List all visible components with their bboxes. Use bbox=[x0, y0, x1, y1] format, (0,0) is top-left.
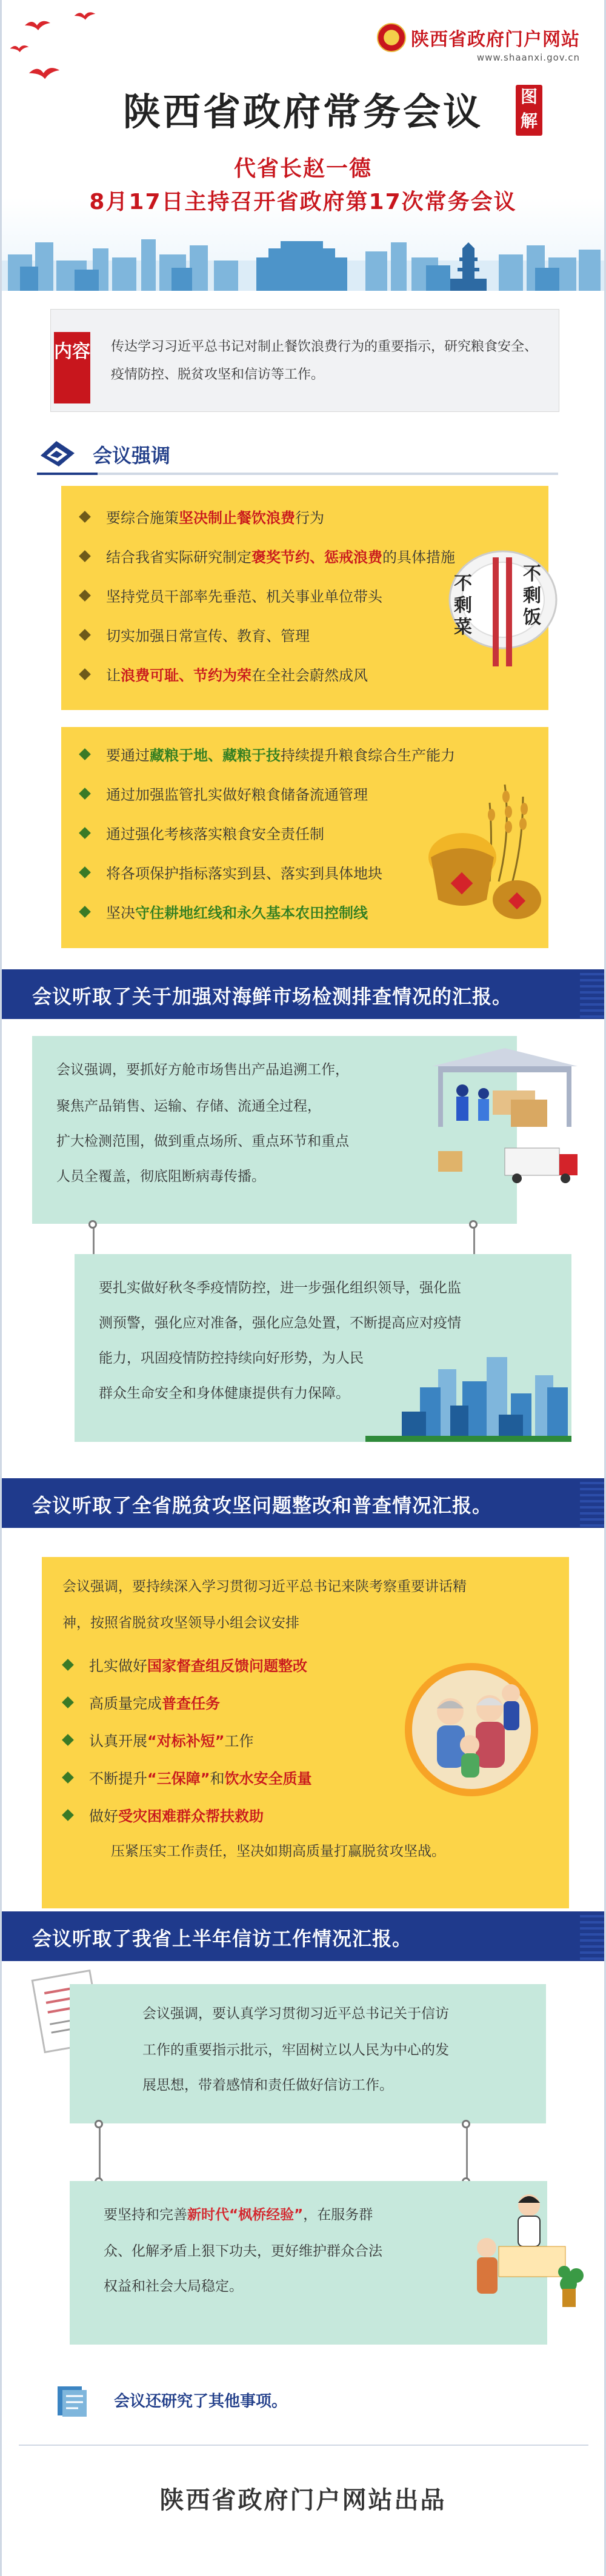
diamond-bullet-icon bbox=[62, 1659, 74, 1671]
seafood-para-1-line: 会议强调，要抓好方舱市场售出产品追溯工作， bbox=[56, 1062, 349, 1078]
section-title: 会议听取了全省脱贫攻坚问题整改和普查情况汇报。 bbox=[32, 1494, 493, 1517]
connector-dot bbox=[88, 1220, 97, 1229]
national-emblem-icon bbox=[377, 23, 406, 52]
diamond-bullet-icon bbox=[79, 827, 91, 839]
list-item: 让 浪费可耻、节约为荣 在全社会蔚然成风 bbox=[81, 663, 368, 685]
connector-dot bbox=[469, 1220, 478, 1229]
connector-dot bbox=[95, 2120, 103, 2128]
grain-basket-illustration bbox=[420, 778, 547, 930]
list-item: 要通过 藏粮于地、藏粮于技 持续提升粮食综合生产能力 bbox=[81, 743, 455, 765]
section-title: 会议听取了我省上半年信访工作情况汇报。 bbox=[32, 1927, 413, 1950]
bird-icon bbox=[9, 42, 30, 56]
diamond-bullet-icon bbox=[79, 748, 91, 760]
plate-illustration bbox=[445, 545, 561, 666]
poverty-intro-line: 会议强调，要持续深入学习贯彻习近平总书记来陕考察重要讲话精 bbox=[62, 1579, 467, 1595]
list-item: 不断提升 “三保障” 和 饮水安全质量 bbox=[64, 1767, 312, 1788]
seafood-para-2-line: 能力，巩固疫情防控持续向好形势，为人民 bbox=[99, 1350, 364, 1366]
list-item: 扎实做好 国家督查组反馈问题整改 bbox=[64, 1654, 307, 1675]
diamond-bullet-icon bbox=[79, 668, 91, 680]
list-item: 通过强化考核落实粮食安全责任制 bbox=[81, 822, 324, 843]
site-url[interactable]: www.shaanxi.gov.cn bbox=[476, 52, 580, 63]
diamond-bullet-icon bbox=[79, 866, 91, 878]
diamond-bullet-icon bbox=[79, 589, 91, 602]
diamond-bullet-icon bbox=[79, 550, 91, 562]
petition-para-2-line: 要坚持和完善新时代“枫桥经验”，在服务群 bbox=[104, 2207, 373, 2223]
section-title: 会议听取了关于加强对海鲜市场检测排查情况的汇报。 bbox=[32, 985, 513, 1008]
subtitle-chair: 代省长赵一德 bbox=[233, 156, 372, 181]
decorative-stripe bbox=[580, 1911, 604, 1961]
site-name: 陕西省政府门户网站 bbox=[411, 29, 580, 50]
section-header-seafood bbox=[2, 969, 604, 1019]
city-skyline-illustration bbox=[2, 224, 604, 291]
page-title: 陕西省政府常务会议 bbox=[122, 90, 483, 134]
connector-line bbox=[99, 2123, 101, 2181]
petition-para-1-line: 工作的重要指示批示，牢固树立以人民为中心的发 bbox=[142, 2042, 449, 2058]
list-item: 切实加强日常宣传、教育、管理 bbox=[81, 624, 310, 645]
diamond-bullet-icon bbox=[79, 788, 91, 800]
seafood-para-1-line: 聚焦产品销售、运输、存储、流通全过程， bbox=[56, 1098, 321, 1114]
site-logo[interactable] bbox=[377, 23, 580, 52]
list-item: 坚持党员干部率先垂范、机关事业单位带头 bbox=[81, 585, 382, 606]
list-item: 结合我省实际研究制定 褒奖节约、惩戒浪费 的具体措施 bbox=[81, 545, 455, 566]
bird-icon bbox=[73, 8, 96, 24]
list-item: 做好 受灾困难群众帮扶救助 bbox=[64, 1804, 264, 1825]
plate-label-no-leftover-dish: 不剩菜 bbox=[454, 573, 472, 638]
poverty-intro-line: 神，按照省脱贫攻坚领导小组会议安排 bbox=[62, 1615, 299, 1631]
list-item: 认真开展 “对标补短” 工作 bbox=[64, 1729, 254, 1750]
seafood-para-2-line: 要扎实做好秋冬季疫情防控，进一步强化组织领导，强化监 bbox=[99, 1280, 461, 1296]
diamond-bullet-icon bbox=[79, 511, 91, 523]
bird-icon bbox=[24, 17, 52, 35]
badge-tujie: 图解 bbox=[516, 85, 542, 136]
section-header-poverty bbox=[2, 1478, 604, 1528]
other-matters: 会议还研究了其他事项。 bbox=[114, 2392, 288, 2411]
emphasis-divider bbox=[37, 473, 558, 475]
seafood-para-2-line: 测预警，强化应对准备，强化应急处置，不断提高应对疫情 bbox=[99, 1315, 461, 1331]
market-truck-illustration bbox=[426, 1042, 584, 1187]
footer-divider bbox=[19, 2445, 588, 2446]
petition-para-1-line: 展思想，带着感情和责任做好信访工作。 bbox=[142, 2077, 393, 2093]
diamond-bullet-icon bbox=[62, 1771, 74, 1784]
section-header-petition bbox=[2, 1911, 604, 1961]
decorative-stripe bbox=[580, 1478, 604, 1528]
header bbox=[2, 0, 604, 291]
diamond-bullet-icon bbox=[62, 1696, 74, 1708]
subtitle-meeting: 8月17日主持召开省政府第17次常务会议 bbox=[89, 190, 517, 214]
footer-credit: 陕西省政府门户网站出品 bbox=[159, 2486, 447, 2514]
document-icon bbox=[54, 2384, 90, 2418]
petition-para-1-line: 会议强调，要认真学习贯彻习近平总书记关于信访 bbox=[142, 2006, 449, 2022]
decorative-stripe bbox=[580, 969, 604, 1019]
connector-line bbox=[466, 2123, 468, 2181]
poverty-closing: 压紧压实工作责任，坚决如期高质量打赢脱贫攻坚战。 bbox=[111, 1844, 445, 1859]
emphasis-title: 会议强调 bbox=[93, 444, 171, 467]
diamond-bullet-icon bbox=[79, 629, 91, 641]
diamond-bullet-icon bbox=[79, 906, 91, 918]
emphasis-icon bbox=[38, 437, 77, 468]
plate-label-no-leftover-rice: 不剩饭 bbox=[523, 563, 541, 628]
service-desk-illustration bbox=[462, 2181, 584, 2314]
connector-dot bbox=[462, 2120, 470, 2128]
list-item: 要综合施策 坚决制止餐饮浪费 行为 bbox=[81, 506, 324, 527]
diamond-bullet-icon bbox=[62, 1734, 74, 1746]
diamond-bullet-icon bbox=[62, 1809, 74, 1821]
list-item: 通过加强监管扎实做好粮食储备流通管理 bbox=[81, 783, 368, 804]
seafood-para-1-line: 人员全覆盖，彻底阻断病毒传播。 bbox=[56, 1169, 265, 1184]
intro-tag: 内容 bbox=[54, 332, 90, 403]
petition-para-2-line: 众、化解矛盾上狠下功夫，更好维护群众合法 bbox=[104, 2243, 382, 2259]
family-illustration bbox=[402, 1660, 541, 1799]
list-item: 将各项保护指标落实到县、落实到具体地块 bbox=[81, 861, 382, 883]
seafood-para-2-line: 群众生命安全和身体健康提供有力保障。 bbox=[99, 1386, 350, 1401]
city-buildings-illustration bbox=[365, 1345, 571, 1442]
petition-para-2-line: 权益和社会大局稳定。 bbox=[104, 2279, 243, 2294]
list-item: 坚决 守住耕地红线和永久基本农田控制线 bbox=[81, 901, 368, 922]
list-item: 高质量完成 普查任务 bbox=[64, 1691, 220, 1713]
intro-text: 传达学习习近平总书记对制止餐饮浪费行为的重要指示，研究粮食安全、疫情防控、脱贫攻坚和信访等工作。 bbox=[111, 339, 538, 382]
seafood-para-1-line: 扩大检测范围，做到重点场所、重点环节和重点 bbox=[56, 1134, 349, 1149]
